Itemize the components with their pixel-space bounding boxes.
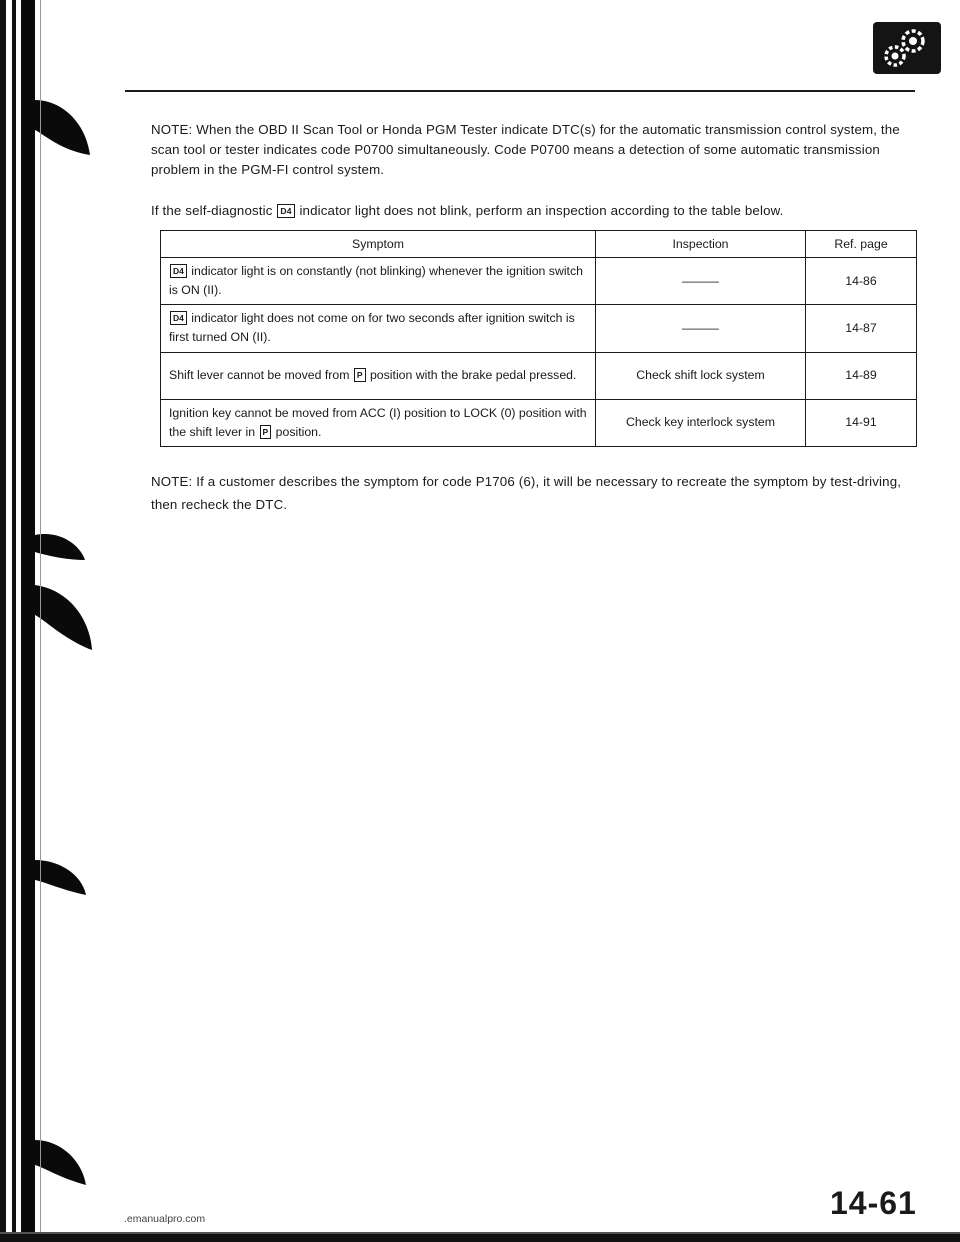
table-row (161, 305, 917, 352)
inspection-cell: ——— (596, 258, 806, 305)
ref-page-cell: 14-86 (806, 258, 917, 305)
note-text: If a customer describes the symptom for code P1706 (6), it will be necessary to recreate the symptom by test-driving, then recheck the DTC. (151, 474, 902, 512)
binding-spine-graphic (0, 0, 130, 1242)
inspection-cell: ——— (596, 305, 806, 352)
note-paragraph-1 (151, 120, 915, 180)
symptom-cell (161, 352, 596, 399)
header-symptom: Symptom (161, 231, 596, 258)
inspection-table (160, 230, 917, 447)
park-position-icon: P (354, 368, 366, 382)
symptom-text-before: Ignition key cannot be moved from ACC (I) position to LOCK (0) position with the shift lever in (169, 405, 587, 439)
ref-page-cell: 14-89 (806, 352, 917, 399)
lead-text-before: If the self-diagnostic (151, 203, 273, 218)
symptom-text-before: Shift lever cannot be moved from (169, 368, 350, 383)
park-position-icon: P (260, 425, 272, 439)
symptom-text: indicator light is on constantly (not blinking) whenever the ignition switch is ON (II). (169, 264, 583, 298)
gear-set-icon (873, 22, 941, 74)
symptom-text: indicator light does not come on for two seconds after ignition switch is first turned ON (II). (169, 311, 575, 345)
note-text: When the OBD II Scan Tool or Honda PGM Tester indicate DTC(s) for the automatic transmission control system, the scan tool or tester indicates code P0700 simultaneously. Code P0700 means a detection of some automatic transmission problem in the PGM-FI control system. (151, 122, 900, 177)
inspection-cell: Check key interlock system (596, 399, 806, 446)
d4-indicator-icon: D4 (170, 264, 187, 278)
table-row (161, 352, 917, 399)
binding-spine (0, 0, 130, 1242)
table-header-row (161, 231, 917, 258)
page-number: 14-61 (830, 1185, 917, 1221)
footer-bar (0, 1232, 960, 1242)
symptom-cell (161, 305, 596, 352)
symptom-text-after: position. (275, 424, 322, 439)
symptom-cell (161, 258, 596, 305)
ref-page-cell: 14-91 (806, 399, 917, 446)
note-label: NOTE: (151, 474, 193, 489)
note-paragraph-2 (151, 470, 915, 516)
site-url-link[interactable]: .emanualpro.com (124, 1213, 206, 1225)
ref-page-cell: 14-87 (806, 305, 917, 352)
header-inspection: Inspection (596, 231, 806, 258)
d4-indicator-icon: D4 (277, 204, 294, 218)
header-ref-page: Ref. page (806, 231, 917, 258)
header-rule (125, 90, 915, 92)
symptom-cell (161, 399, 596, 446)
table-row (161, 399, 917, 446)
note-label: NOTE: (151, 122, 193, 137)
table-row (161, 258, 917, 305)
d4-indicator-icon: D4 (170, 311, 187, 325)
inspection-cell: Check shift lock system (596, 352, 806, 399)
lead-paragraph (151, 201, 915, 221)
lead-text-after: indicator light does not blink, perform an inspection according to the table below. (299, 203, 784, 218)
symptom-text-after: position with the brake pedal pressed. (369, 368, 577, 383)
